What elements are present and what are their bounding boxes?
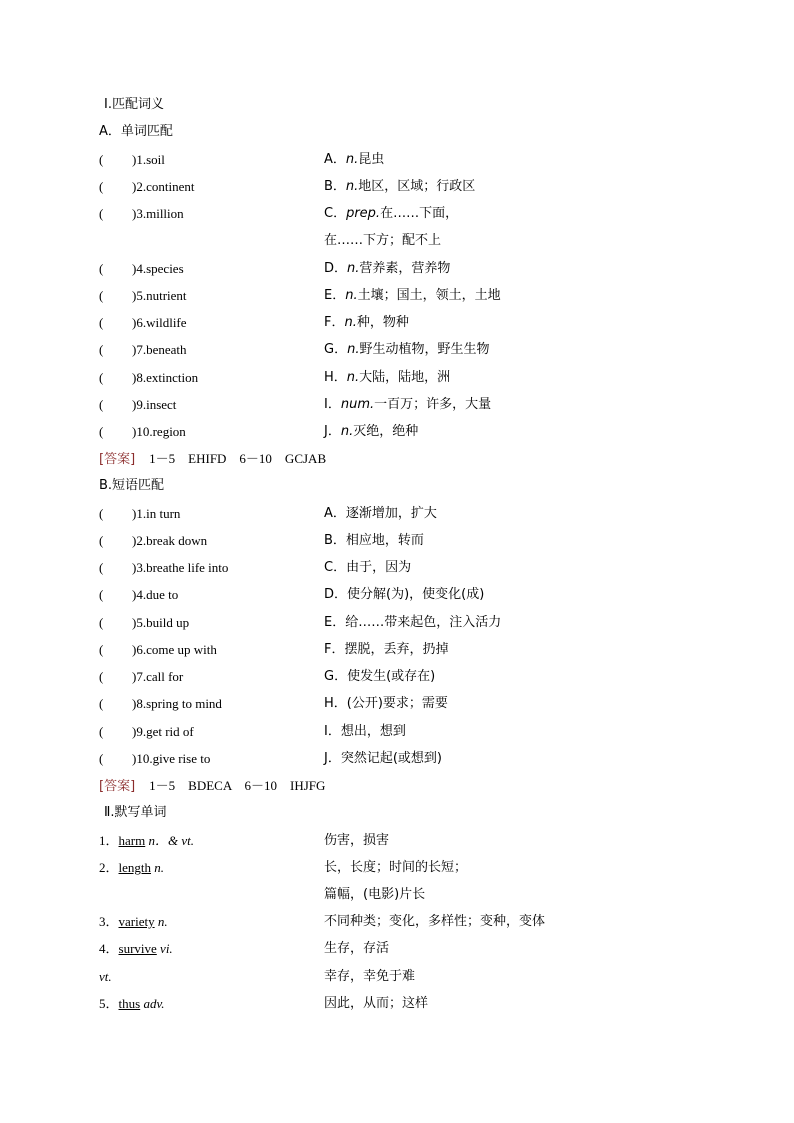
partA-row-3b (0, 231, 794, 251)
vocab-entry: 3．variety n. (99, 914, 168, 929)
phrase-meaning: E．给……带来起色，注入活力 (324, 615, 502, 630)
vocab-entry: vt. (99, 969, 112, 984)
answer-blank: ( (99, 424, 104, 439)
definition-item: H．n.大陆，陆地，洲 (324, 370, 451, 385)
phrase-meaning: G．使发生(或存在) (324, 669, 436, 684)
partB-row-3 (0, 558, 794, 578)
vocab-entry: 4．survive vi. (99, 941, 173, 956)
partA-row-4 (0, 259, 794, 279)
phrase-meaning: I．想出，想到 (324, 724, 406, 739)
answer-blank: ( (99, 642, 104, 657)
phrase-meaning: H．(公开)要求；需要 (324, 696, 448, 711)
phrase-meaning: A．逐渐增加，扩大 (324, 506, 437, 521)
vocab-meaning: 长，长度；时间的长短； (324, 860, 468, 875)
answer-blank: ( (99, 152, 104, 167)
phrase-item: )2.break down (132, 533, 208, 548)
answer-blank: ( (99, 669, 104, 684)
partA-answer (99, 449, 326, 470)
vocab-word: survive (118, 941, 157, 956)
word-item: )1.soil (132, 152, 165, 167)
partB-row-6 (0, 640, 794, 660)
definition-item-continued: 在……下方；配不上 (324, 233, 442, 248)
word-item: )8.extinction (132, 370, 199, 385)
vocab-entry: 5．thus adv. (99, 996, 165, 1011)
answer-blank: ( (99, 342, 104, 357)
phrase-meaning: D．使分解(为)，使变化(成) (324, 587, 485, 602)
vocab-row-4b (0, 967, 794, 987)
answer-blank: ( (99, 724, 104, 739)
partA-row-2 (0, 177, 794, 197)
answer-blank: ( (99, 533, 104, 548)
vocab-meaning: 幸存，幸免于难 (324, 969, 416, 984)
partA-row-5 (0, 286, 794, 306)
definition-item: F．n.种，物种 (324, 315, 409, 330)
phrase-item: )3.breathe life into (132, 560, 229, 575)
word-item: )10.region (132, 424, 186, 439)
vocab-row-5 (0, 994, 794, 1014)
phrase-item: )9.get rid of (132, 724, 194, 739)
partA-row-9 (0, 395, 794, 415)
answer-blank: ( (99, 696, 104, 711)
answer-blank: ( (99, 206, 104, 221)
vocab-meaning-continued: 篇幅，(电影)片长 (324, 887, 426, 902)
definition-item: G．n.野生动植物，野生生物 (324, 342, 490, 357)
section2-title: Ⅱ.默写单词 (104, 805, 167, 820)
partB-title: B.短语匹配 (99, 478, 165, 493)
answer-blank: ( (99, 751, 104, 766)
partA-row-3 (0, 204, 794, 224)
definition-item: E．n.土壤；国土，领土，土地 (324, 288, 501, 303)
answer-blank: ( (99, 506, 104, 521)
partA-title-row (0, 122, 794, 142)
partA-row-6 (0, 313, 794, 333)
vocab-entry: 2．length n. (99, 860, 165, 875)
vocab-row-2b (0, 885, 794, 905)
answer-key: 1－5 EHIFD 6－10 GCJAB (149, 451, 327, 466)
word-item: )6.wildlife (132, 315, 187, 330)
partA-row-8 (0, 368, 794, 388)
vocab-row-2 (0, 858, 794, 878)
answer-blank: ( (99, 370, 104, 385)
word-item: )3.million (132, 206, 184, 221)
phrase-item: )10.give rise to (132, 751, 211, 766)
answer-key: 1－5 BDECA 6－10 IHJFG (149, 778, 326, 793)
answer-blank: ( (99, 615, 104, 630)
partB-row-2 (0, 531, 794, 551)
definition-item: B．n.地区，区域；行政区 (324, 179, 476, 194)
partB-answer (99, 776, 325, 797)
vocab-entry: 1．harm n．& vt. (99, 833, 194, 848)
phrase-item: )4.due to (132, 587, 179, 602)
answer-tag: [答案] (99, 779, 136, 794)
definition-item: D．n.营养素，营养物 (324, 261, 451, 276)
word-item: )4.species (132, 261, 184, 276)
vocab-meaning: 不同种类；变化，多样性；变种，变体 (324, 914, 546, 929)
partA-answer-row (0, 449, 794, 469)
partB-row-8 (0, 694, 794, 714)
partA-row-10 (0, 422, 794, 442)
phrase-item: )8.spring to mind (132, 696, 222, 711)
vocab-word: variety (118, 914, 155, 929)
word-item: )5.nutrient (132, 288, 187, 303)
partA-title: A．单词匹配 (99, 124, 173, 139)
word-item: )7.beneath (132, 342, 187, 357)
partA-row-1 (0, 150, 794, 170)
answer-blank: ( (99, 315, 104, 330)
word-item: )9.insect (132, 397, 177, 412)
partB-row-4 (0, 585, 794, 605)
definition-item: I．num.一百万；许多，大量 (324, 397, 492, 412)
phrase-meaning: J．突然记起(或想到) (324, 751, 442, 766)
partB-row-7 (0, 667, 794, 687)
definition-item: A．n.昆虫 (324, 152, 385, 167)
partB-row-10 (0, 749, 794, 769)
phrase-item: )1.in turn (132, 506, 181, 521)
vocab-meaning: 伤害，损害 (324, 833, 390, 848)
phrase-meaning: F．摆脱，丢弃，扔掉 (324, 642, 449, 657)
partB-title-row (0, 476, 794, 496)
vocab-row-3 (0, 912, 794, 932)
answer-blank: ( (99, 288, 104, 303)
phrase-item: )7.call for (132, 669, 184, 684)
vocab-row-1 (0, 831, 794, 851)
vocab-word: harm (118, 833, 146, 848)
phrase-meaning: C．由于，因为 (324, 560, 412, 575)
vocab-word: length (118, 860, 152, 875)
answer-blank: ( (99, 560, 104, 575)
phrase-item: )5.build up (132, 615, 190, 630)
partA-row-7 (0, 340, 794, 360)
definition-item: J．n.灭绝，绝种 (324, 424, 419, 439)
partB-row-1 (0, 504, 794, 524)
partB-answer-row (0, 776, 794, 796)
vocab-row-4 (0, 939, 794, 959)
vocab-meaning: 生存，存活 (324, 941, 390, 956)
answer-tag: [答案] (99, 452, 136, 467)
phrase-item: )6.come up with (132, 642, 217, 657)
answer-blank: ( (99, 397, 104, 412)
word-item: )2.continent (132, 179, 195, 194)
answer-blank: ( (99, 587, 104, 602)
vocab-word: thus (118, 996, 141, 1011)
section1-title-row (0, 95, 794, 115)
answer-blank: ( (99, 261, 104, 276)
vocab-meaning: 因此，从而；这样 (324, 996, 429, 1011)
section2-title-row (0, 803, 794, 823)
partB-row-5 (0, 613, 794, 633)
partB-row-9 (0, 722, 794, 742)
section1-title: Ⅰ.匹配词义 (104, 97, 164, 112)
definition-item: C．prep.在……下面， (324, 206, 459, 221)
phrase-meaning: B．相应地，转而 (324, 533, 424, 548)
answer-blank: ( (99, 179, 104, 194)
